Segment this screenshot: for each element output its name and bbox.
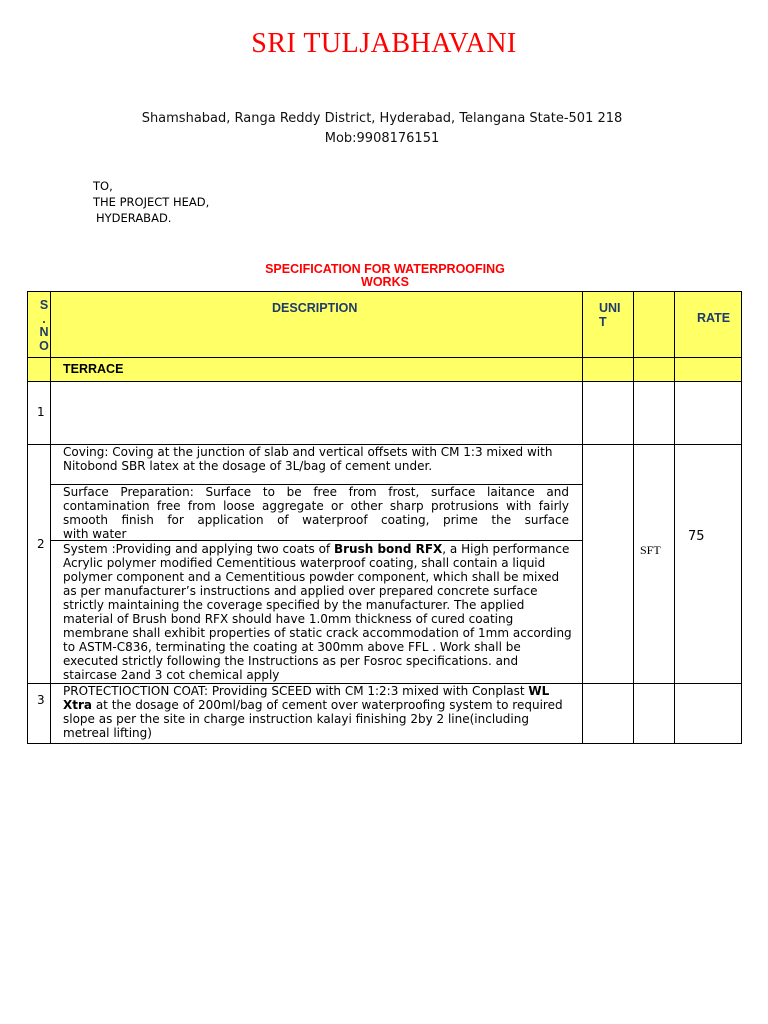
- row2-sno: 2: [37, 537, 45, 551]
- row2-unit: SFT: [640, 543, 661, 557]
- section-terrace: TERRACE: [63, 362, 124, 376]
- row3-sno: 3: [37, 693, 45, 707]
- row1-sno: 1: [37, 405, 45, 419]
- table-header-bg: [27, 291, 742, 357]
- recipient-block: [93, 178, 209, 226]
- product-brush-bond: Brush bond RFX: [333, 542, 443, 556]
- recipient-line-to: TO,: [93, 179, 113, 193]
- header-rate: RATE: [697, 311, 731, 325]
- spec-title-line2: WORKS: [361, 275, 409, 289]
- row2-coving-text: Coving: Coving at the junction of slab and vertical offsets with CM 1:3 mixed with Nitobond SBR latex at the dosage of 3L/bag of cement under.: [63, 445, 553, 473]
- row2-rate: 75: [688, 529, 705, 544]
- header-description: DESCRIPTION: [272, 301, 358, 315]
- company-mobile: Mob:9908176151: [324, 131, 440, 146]
- recipient-line-city: HYDERABAD.: [96, 211, 172, 225]
- row3-text: PROTECTIOCTION COAT: Providing SCEED with CM 1:2:3 mixed with Conplast WL Xtra at the dosage of 200ml/bag of cement over waterproofing system to required slope as per the site in charge instruction kalayi finishing 2by 2 line(including metreal lifting): [63, 684, 563, 740]
- recipient-line-title: THE PROJECT HEAD,: [93, 195, 210, 209]
- row2-system-text: System :Providing and applying two coats of Brush bond RFX, a High performance Acrylic polymer modified Cementitious waterproof coating, shall contain a liquid polymer component and a Cementitious powder component, which shall be mixed as per manufacturer’s instructions and applied over prepared concrete surface strictly maintaining the coverage specified by the manufacturer. The applied material of Brush bond RFX should have 1.0mm thickness of cured coating membrane shall exhibit properties of static crack accommodation of 1mm according to ASTM-C836, terminating the coating at 300mm above FFL . Work shall be executed strictly following the Instructions as per Fosroc specifications. and staircase 2and 3 cot chemical apply: [63, 542, 572, 682]
- terrace-row-bg: [27, 357, 742, 381]
- spec-title: [240, 263, 530, 289]
- row2-surface-text: Surface Preparation: Surface to be free from frost, surface laitance and contamination free from loose aggregate or other sharp protrusions with fairly smooth finish for application of waterproof coating, prime the surface: [63, 485, 569, 527]
- spec-title-line1: SPECIFICATION FOR WATERPROOFING: [265, 262, 505, 276]
- company-address: Shamshabad, Ranga Reddy District, Hyderabad, Telangana State-501 218: [141, 111, 623, 126]
- header-sno: S . N O: [39, 298, 49, 353]
- header-unit: UNI T: [599, 301, 621, 329]
- product-wl-xtra: WL Xtra: [63, 684, 550, 712]
- row2-surface-last-line: with water: [63, 527, 127, 541]
- company-name: SRI TULJABHAVANI: [251, 28, 517, 59]
